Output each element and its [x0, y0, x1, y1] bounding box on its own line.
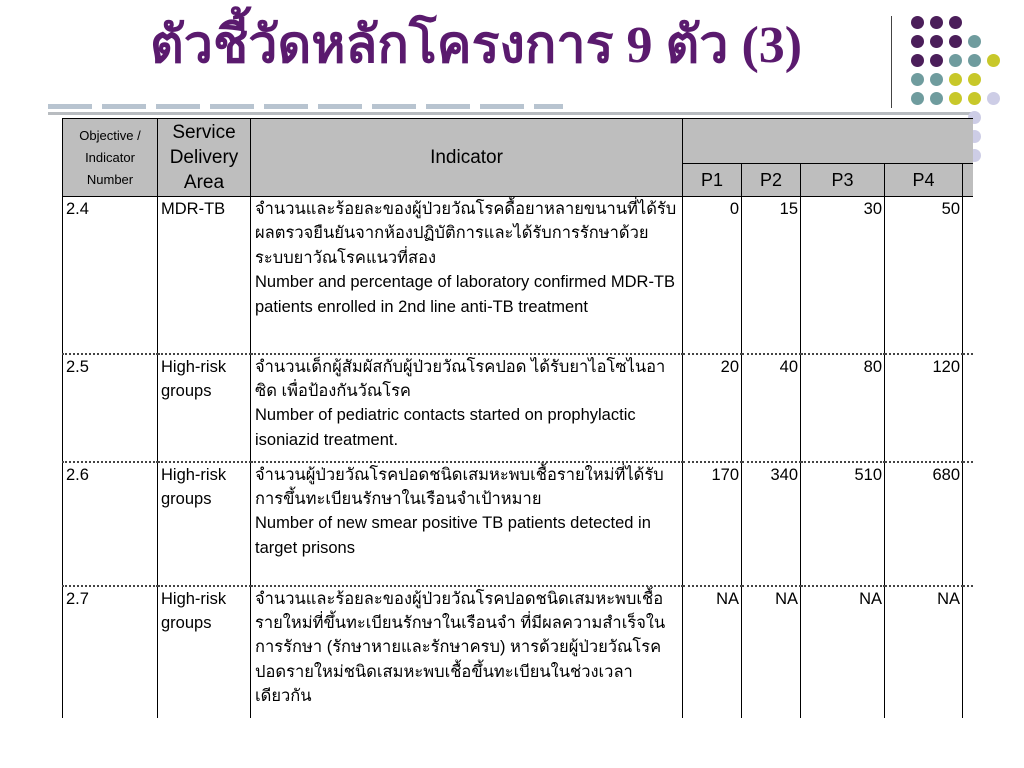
indicator-table [62, 118, 973, 718]
cell-number: 2.6 [63, 462, 158, 586]
table-row [63, 462, 974, 586]
dot-icon [949, 92, 962, 105]
cell-p5 [963, 354, 974, 462]
cell-p4: 680 [885, 462, 963, 586]
vertical-accent-line [891, 16, 892, 108]
cell-number: 2.4 [63, 197, 158, 354]
cell-indicator [251, 462, 683, 586]
table-row [63, 354, 974, 462]
dot-icon [911, 73, 924, 86]
cell-p3: 80 [801, 354, 885, 462]
indicator-thai: จำนวนและร้อยละของผู้ป่วยวัณโรคดื้อยาหลายขนานที่ได้รับผลตรวจยืนยันจากห้องปฏิบัติการและได้รับการรักษาด้วยระบบยาวัณโรคแนวที่สอง [255, 200, 677, 267]
dot-icon [911, 16, 924, 29]
dot-icon [968, 35, 981, 48]
dot-icon [968, 92, 981, 105]
indicator-thai: จำนวนและร้อยละของผู้ป่วยวัณโรคปอดชนิดเสมหะพบเชื้อรายใหม่ที่ขึ้นทะเบียนรักษาในเรือนจำ ที่มีผลความสำเร็จในการรักษา (รักษาหายและรักษาครบ) หารด้วยผู้ป่วยวัณโรคปอดรายใหม่ชนิดเสมหะพบเชื้อขึ้นทะเบียนในช่วงเวลาเดียวกัน [255, 589, 666, 706]
header-service-delivery-area: Service Delivery Area [158, 119, 251, 197]
cell-p2: 15 [742, 197, 801, 354]
title-underline [48, 104, 563, 109]
dot-icon [930, 54, 943, 67]
cell-area: High-risk groups [158, 354, 251, 462]
cell-indicator [251, 197, 683, 354]
cell-indicator [251, 354, 683, 462]
cell-p3: 30 [801, 197, 885, 354]
cell-area: MDR-TB [158, 197, 251, 354]
cell-p2: 340 [742, 462, 801, 586]
indicator-thai: จำนวนเด็กผู้สัมผัสกับผู้ป่วยวัณโรคปอด ได้รับยาไอโซไนอาซิด เพื่อป้องกันวัณโรค [255, 357, 666, 400]
dot-icon [987, 92, 1000, 105]
table-row [63, 197, 974, 354]
dot-icon [930, 92, 943, 105]
table-row [63, 586, 974, 719]
header-rule [48, 112, 972, 115]
cell-p4: 50 [885, 197, 963, 354]
dot-icon [911, 35, 924, 48]
dot-icon [930, 35, 943, 48]
dot-icon [968, 73, 981, 86]
cell-area: High-risk groups [158, 586, 251, 719]
header-targets-group [683, 119, 974, 164]
dot-icon [911, 92, 924, 105]
header-objective-number: Objective / Indicator Number [63, 119, 158, 197]
indicator-thai: จำนวนผู้ป่วยวัณโรคปอดชนิดเสมหะพบเชื้อรายใหม่ที่ได้รับการขึ้นทะเบียนรักษาในเรือนจำเป้าหมาย [255, 465, 664, 508]
cell-p1: NA [683, 586, 742, 719]
cell-p2: NA [742, 586, 801, 719]
header-indicator: Indicator [251, 119, 683, 197]
cell-p5 [963, 197, 974, 354]
cell-p5 [963, 586, 974, 719]
dot-icon [949, 73, 962, 86]
cell-p3: NA [801, 586, 885, 719]
cell-area: High-risk groups [158, 462, 251, 586]
dot-icon [930, 16, 943, 29]
dot-icon [930, 73, 943, 86]
dot-icon [968, 54, 981, 67]
cell-number: 2.5 [63, 354, 158, 462]
cell-p4: 120 [885, 354, 963, 462]
slide-title: ตัวชี้วัดหลักโครงการ 9 ตัว (3) [150, 17, 803, 74]
dot-icon [949, 54, 962, 67]
cell-p1: 20 [683, 354, 742, 462]
header-p4: P4 [885, 164, 963, 197]
dot-icon [911, 54, 924, 67]
cell-number: 2.7 [63, 586, 158, 719]
cell-indicator [251, 586, 683, 719]
cell-p3: 510 [801, 462, 885, 586]
indicator-english: Number of new smear positive TB patients detected in target prisons [255, 514, 651, 557]
indicator-english: Number and percentage of laboratory confirmed MDR-TB patients enrolled in 2nd line anti-TB treatment [255, 273, 676, 316]
header-p3: P3 [801, 164, 885, 197]
cell-p1: 0 [683, 197, 742, 354]
dot-icon [949, 16, 962, 29]
indicator-english: Number of pediatric contacts started on prophylactic isoniazid treatment. [255, 406, 636, 449]
header-p1: P1 [683, 164, 742, 197]
header-p5 [963, 164, 974, 197]
cell-p4: NA [885, 586, 963, 719]
cell-p5 [963, 462, 974, 586]
cell-p2: 40 [742, 354, 801, 462]
dot-icon [987, 54, 1000, 67]
dot-icon [949, 35, 962, 48]
cell-p1: 170 [683, 462, 742, 586]
header-p2: P2 [742, 164, 801, 197]
